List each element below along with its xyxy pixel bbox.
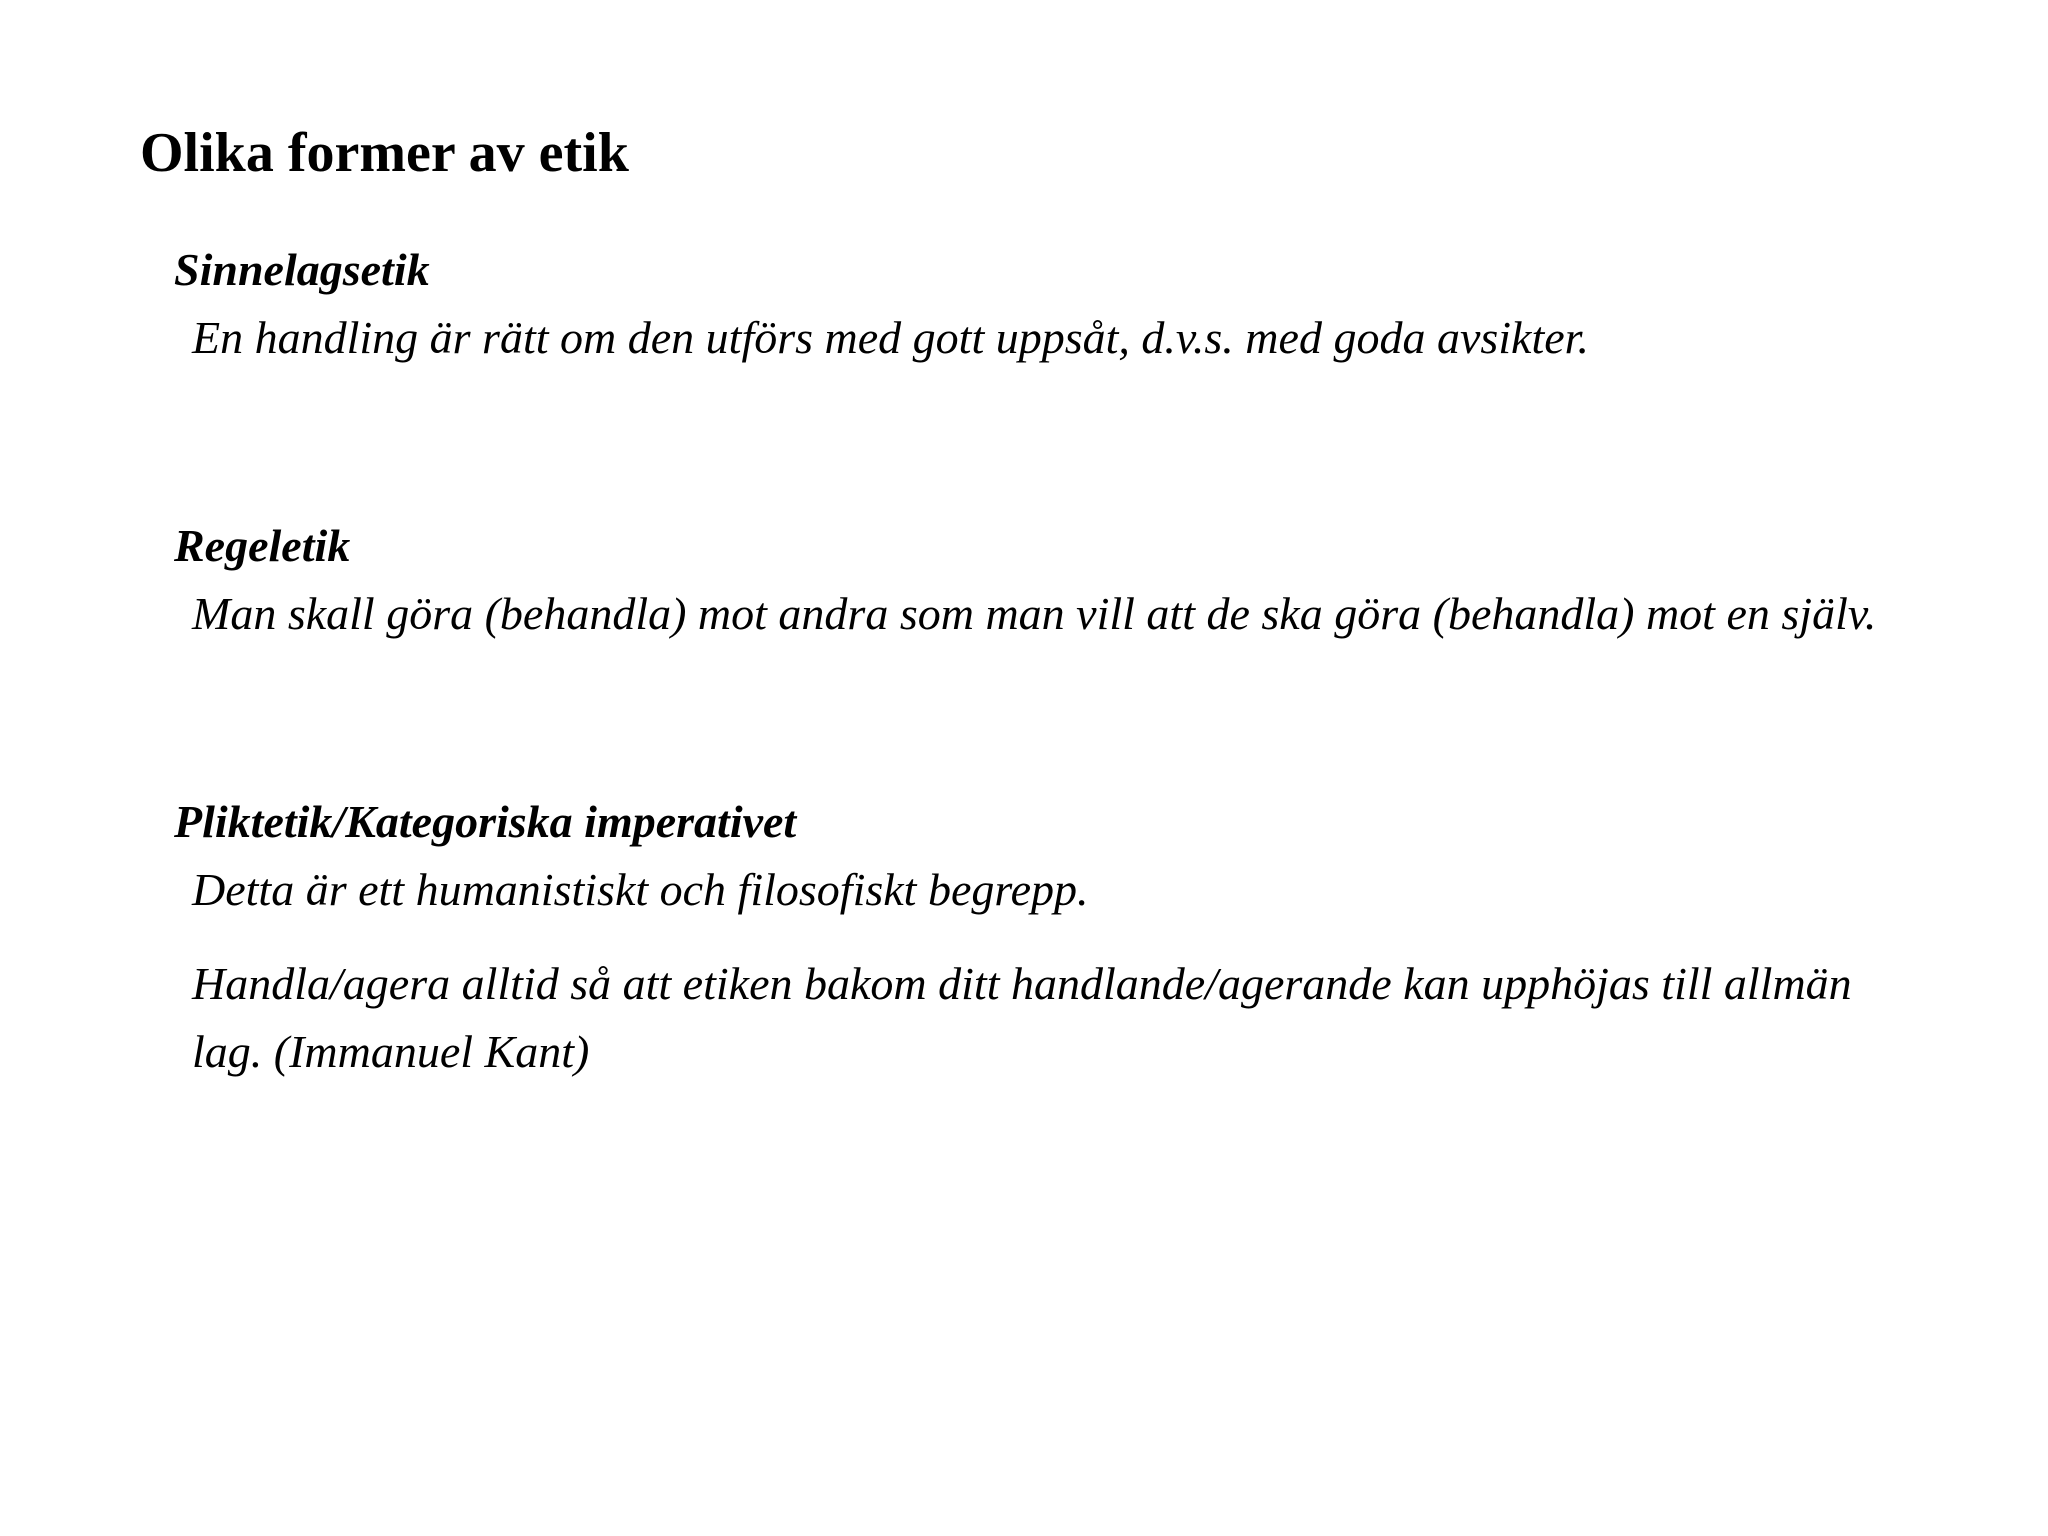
section-heading-regeletik: Regeletik bbox=[174, 520, 351, 571]
slide-title: Olika former av etik bbox=[140, 122, 629, 184]
section-text-pliktetik-1: Detta är ett humanistiskt och filosofiskt begrepp. bbox=[192, 864, 1089, 915]
section-text-sinnelagsetik: En handling är rätt om den utförs med gott uppsåt, d.v.s. med goda avsikter. bbox=[192, 312, 1589, 363]
section-text-pliktetik-2: Handla/agera alltid så att etiken bakom ditt handlande/agerande kan upphöjas till allmän lag. (Immanuel Kant) bbox=[192, 958, 1852, 1077]
section-heading-sinnelagsetik: Sinnelagsetik bbox=[174, 244, 430, 295]
section-text-regeletik: Man skall göra (behandla) mot andra som man vill att de ska göra (behandla) mot en själv. bbox=[192, 588, 1877, 639]
section-heading-pliktetik: Pliktetik/Kategoriska imperativet bbox=[174, 796, 797, 847]
